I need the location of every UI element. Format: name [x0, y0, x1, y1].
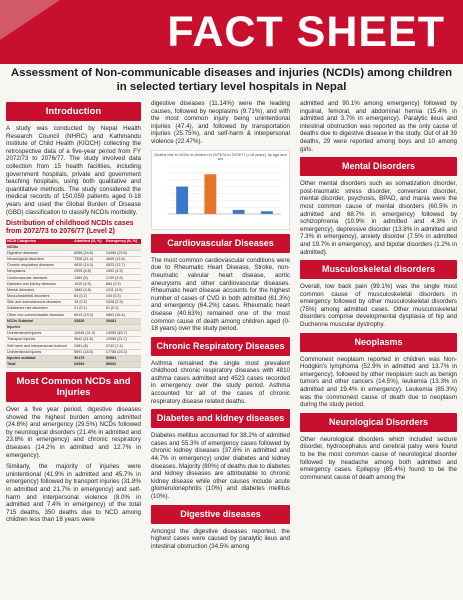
neoplasms-heading: Neoplasms [300, 333, 457, 352]
table-cell: 17768 (25.3) [105, 349, 141, 355]
mental-disorders-text: Other mental disorders such as somatization disorder, post-traumatic stress disorder, conversion disorder, mental disorder, psychosis, BPAD, and mania were the most common cause of mental disorders (60.5% in admitted and 68.7% in emergency) followed by schizophrenia (10.9% in admitted and 4.3% in emergency), depressive disorder (13.8% in admitted and 7.3% in emergency), anxiety disorder (7.5% in admitted and 19.7% in emergency), and bipolar disorders (1.2% in admitted). [300, 180, 457, 256]
table-cell: 12056 (21.7) [105, 337, 141, 343]
deaths-chart [151, 150, 290, 230]
banner-decoration [0, 0, 60, 40]
table-cell: NCDs Subtotal [6, 318, 73, 324]
table-cell: 8289 (24.8) [73, 250, 105, 256]
deaths-intro-text: digestive diseases (11.14%) were the leading causes, followed by neoplasms (9.71%), and with the most common injury being unintentional injuries (47.4), and followed by transportation injuries (25.75%), and self-harm & interpersonal violence (22.47%). [151, 100, 290, 145]
diabetes-kidney-heading: Diabetes and kidney diseases [151, 409, 290, 428]
musculoskeletal-heading: Musculoskeletal disorders [300, 260, 457, 279]
table-cell: 4523 (12.7) [105, 262, 141, 268]
most-common-text-2: Similarly, the majority of injuries were unintentional (41.9% in admitted and 45.7% in emergency) followed by transport injuries (31.8% in admitted and 21.7% in emergency) and self-harm and interpersonal violence (8.0% in admitted and 7.4% in emergency) of the total 715 deaths, 350 deaths due to NCD among children less than 18 years were [6, 463, 141, 524]
digestive-heading: Digestive diseases [151, 505, 290, 524]
table-cell: Injuries [6, 324, 73, 330]
document-title: Assessment of Non-communicable diseases and injuries (NCDIs) among children in selected tertiary level hospitals in Nepal [10, 67, 453, 93]
table-header-cell: Emergency (N, %) [105, 239, 141, 245]
table-cell: 2595 (6.8) [73, 269, 105, 275]
table-cell: 1683 (3.8) [73, 287, 105, 293]
table-cell: 35481 [105, 318, 141, 324]
cardiovascular-text: The most common cardiovascular conditions were due to Rheumatic Heart Disease, Stroke, non-rheumatic valvular heart disease, aortic aneurysms and other cardiovascular diseases. Rheumatic heart disease accounts for the highest number of cases of CVD in both admitted (61.3%) and emergency (64.2%) cases. Rheumatic heart disease (40.63%) remained one of the most common cause of death among children aged (0-18 years) over the study period. [151, 256, 290, 333]
cardiovascular-heading: Cardiovascular Diseases [151, 234, 290, 253]
introduction-text: A study was conducted by Nepal Health Research Council (NHRC) and Kathmandu Institute of Child Health (KIOCH) collecting the retrospective data of a five-year period from FY 2072/73 to 2076/77. The study involved data collection from 15 health facilities, including government hospitals, private and government teaching hospitals, using both qualitative and quantitative methods. The study considered the medical records of 150,059 patients aged 0-18 years and used the Global Burden of Disease (GBD) classification to classify NCDIs morbidity. [6, 125, 141, 216]
table-cell: 10466 (29.5) [105, 250, 141, 256]
table-cell: Digestive diseases [6, 250, 73, 256]
table-header-row [6, 239, 141, 245]
table-cell: Mental disorders [6, 287, 73, 293]
table-row [6, 330, 141, 336]
table-row [6, 312, 141, 318]
table-row [6, 343, 141, 349]
column-middle [151, 100, 290, 600]
table-cell: 884 (2.5) [105, 281, 141, 287]
table-cell: 91 (0.3) [105, 306, 141, 312]
table-cell: Unintentional injuries [6, 349, 73, 355]
table-cell: 5863 (16.4) [105, 312, 141, 318]
table-total-row [6, 361, 141, 367]
table-cell: Total [6, 361, 73, 367]
table-cell: 9542 (31.6) [73, 337, 105, 343]
table-cell: Skin and subcutaneous diseases [6, 300, 73, 306]
table-cell: 86062 [105, 361, 141, 367]
table-cell: 21 (0.1) [73, 306, 105, 312]
table-cell: NCDIs [6, 244, 73, 250]
introduction-heading: Introduction [6, 102, 141, 121]
table-cell: Other non-communicable diseases [6, 312, 73, 318]
table-cell: Neoplasms [6, 269, 73, 275]
table-cell: Neurological disorders [6, 256, 73, 262]
fact-sheet-title: FACT SHEET [167, 8, 445, 56]
digestive-continued-text: admitted and 90.1% among emergency) followed by inguinal, femoral, and abdominal hernia (15.4% in admitted and 3.7% in emergency). Paralytic ileus and intestinal obstruction was reported as the only cause of deaths due to digestive disease in the study. Out of all 39 deaths, 29 were reported among boys and 10 among girls. [300, 100, 457, 153]
table-cell: 13055 (45.7) [105, 330, 141, 336]
table-cell: 1593 (4.5) [105, 269, 141, 275]
chart-bar [204, 174, 216, 214]
table-cell: Transport injuries [6, 337, 73, 343]
table-cell: Injuries subtotal [6, 355, 73, 361]
table-row [6, 349, 141, 355]
table-cell: 33825 [73, 318, 105, 324]
header-banner [0, 0, 463, 64]
table-cell: 7306 (21.4) [73, 256, 105, 262]
deaths-bar-chart [152, 162, 287, 222]
table-cell: 64 (0.2) [73, 293, 105, 299]
table-cell: 30179 [73, 355, 105, 361]
table-row [6, 275, 141, 281]
table-cell: Self-harm and interpersonal violence [6, 343, 73, 349]
table-cell: 4849 (13.6) [105, 256, 141, 262]
table-cell: 15 (0.3) [73, 300, 105, 306]
table-cell: Chronic respiratory diseases [6, 262, 73, 268]
chart-bar [176, 186, 188, 213]
neoplasms-text: Commonest neoplasm reported in children was Non-Hodgkin's lymphoma (52.9% in admitted and 13.7% in emergency), followed by other neoplasm such as benign tumors and other cancers (14.5%), leukemia (13.3% in admitted and 19.4% in emergency). Leukemia (85.3%) was the commonest cause of death due to neoplasm during the study period. [300, 355, 457, 409]
table-cell: 5591 (18.5) [73, 349, 105, 355]
neurological-text: Other neurological disorders which included seizure disorder, hydrocephalus and cerebral palsy were found to be the most common cause of neurological disorder followed by headache among both admitted and emergency cases. Epilepsy (85.4%) found to be the commonest cause of death among the [300, 435, 457, 481]
respiratory-heading: Chronic Respiratory Diseases [151, 337, 290, 356]
table-cell: 1709 (3.6) [105, 275, 141, 281]
table-cell: 104 (0.3) [105, 293, 141, 299]
table-row [6, 256, 141, 262]
table-row [6, 262, 141, 268]
table-cell: 12649 (41.9) [73, 330, 105, 336]
table-row [6, 300, 141, 306]
table-cell: Cardiovascular diseases [6, 275, 73, 281]
musculoskeletal-text: Overall, low back pain (99.1%) was the single most common cause of musculoskeletal disorders in emergency followed by other musculoskeletal disorders (75%) among admitted cases. Other musculoskeletal disorders comprise developmental dysplasia of hip and Duchenne muscular dystrophy. [300, 283, 457, 329]
mental-disorders-heading: Mental Disorders [300, 157, 457, 176]
table-header-cell: Admitted (N, %) [73, 239, 105, 245]
table-cell: Unintentional injuries [6, 330, 73, 336]
table-cell: 50981 [105, 355, 141, 361]
digestive-text: Amongst the digestive diseases reported, the highest cases were caused by paralytic ileus and intestinal obstruction (34.5% among [151, 527, 290, 550]
table-cell: 63994 [73, 361, 105, 367]
table-cell: Substance use disorders [6, 306, 73, 312]
table-cell: 1510 (4.5) [73, 281, 105, 287]
column-left [6, 100, 141, 600]
ncdi-distribution-table [6, 239, 141, 369]
table-header-cell: NCDI Categories [6, 239, 73, 245]
table-title: Distribution of childhood NCDIs cases from 2072/73 to 2076/77 (Level 2) [6, 220, 134, 236]
table-row [6, 250, 141, 256]
most-common-text-1: Over a five year period, digestive diseases showed the highest burden among admitted (24.8%) and emergency (29.5%) NCDs followed by neurological disorders (21.4% in admitted and 23.8% in emergency) and chronic respiratory diseases (14.2% in admitted and 12.7% in emergency). [6, 406, 141, 459]
table-row [6, 337, 141, 343]
respiratory-text: Asthma remained the single most prevalent childhood chronic respiratory diseases with 4810 asthma cases admitted and 4523 cases recorded in emergency over the study period. Asthma accounted for all of the cases of chronic respiratory disease related deaths. [151, 359, 290, 405]
table-cell: Diabetes and kidney diseases [6, 281, 73, 287]
table-cell: 2481 (8) [73, 343, 105, 349]
table-cell: 1211 (3.5) [105, 287, 141, 293]
neurological-heading: Neurological Disorders [300, 413, 457, 432]
most-common-heading: Most Common NCDs and Injuries [6, 372, 141, 402]
table-row [6, 287, 141, 293]
table-cell: 1483 (5) [73, 275, 105, 281]
table-cell: 3742 (7.4) [105, 343, 141, 349]
table-cell: 1028 (2.9) [105, 300, 141, 306]
column-right [300, 100, 457, 600]
table-cell: 6513 (19.3) [73, 312, 105, 318]
diabetes-kidney-text: Diabetes mellitus accounted for 38.2% of admitted cases and 55.3% of emergency cases followed by chronic kidney diseases (37.6% in admitted and 44.7% in emergency) under diabetes and kidney diseases. Majority (80%) of deaths due to diabetes and kidney diseases are attributable to chronic kidney disease while other causes include acute glomerulonephritis (10%) and diabetes mellitus (10%). [151, 432, 290, 500]
chart-title: Deaths due to NCDs in children in 2073/74 to 2076/77 (<18 years), by age and sex [154, 152, 287, 162]
chart-bar [233, 210, 245, 214]
table-cell: Musculoskeletal disorders [6, 293, 73, 299]
table-cell: 4810 (14.0) [73, 262, 105, 268]
chart-bar [261, 211, 273, 214]
